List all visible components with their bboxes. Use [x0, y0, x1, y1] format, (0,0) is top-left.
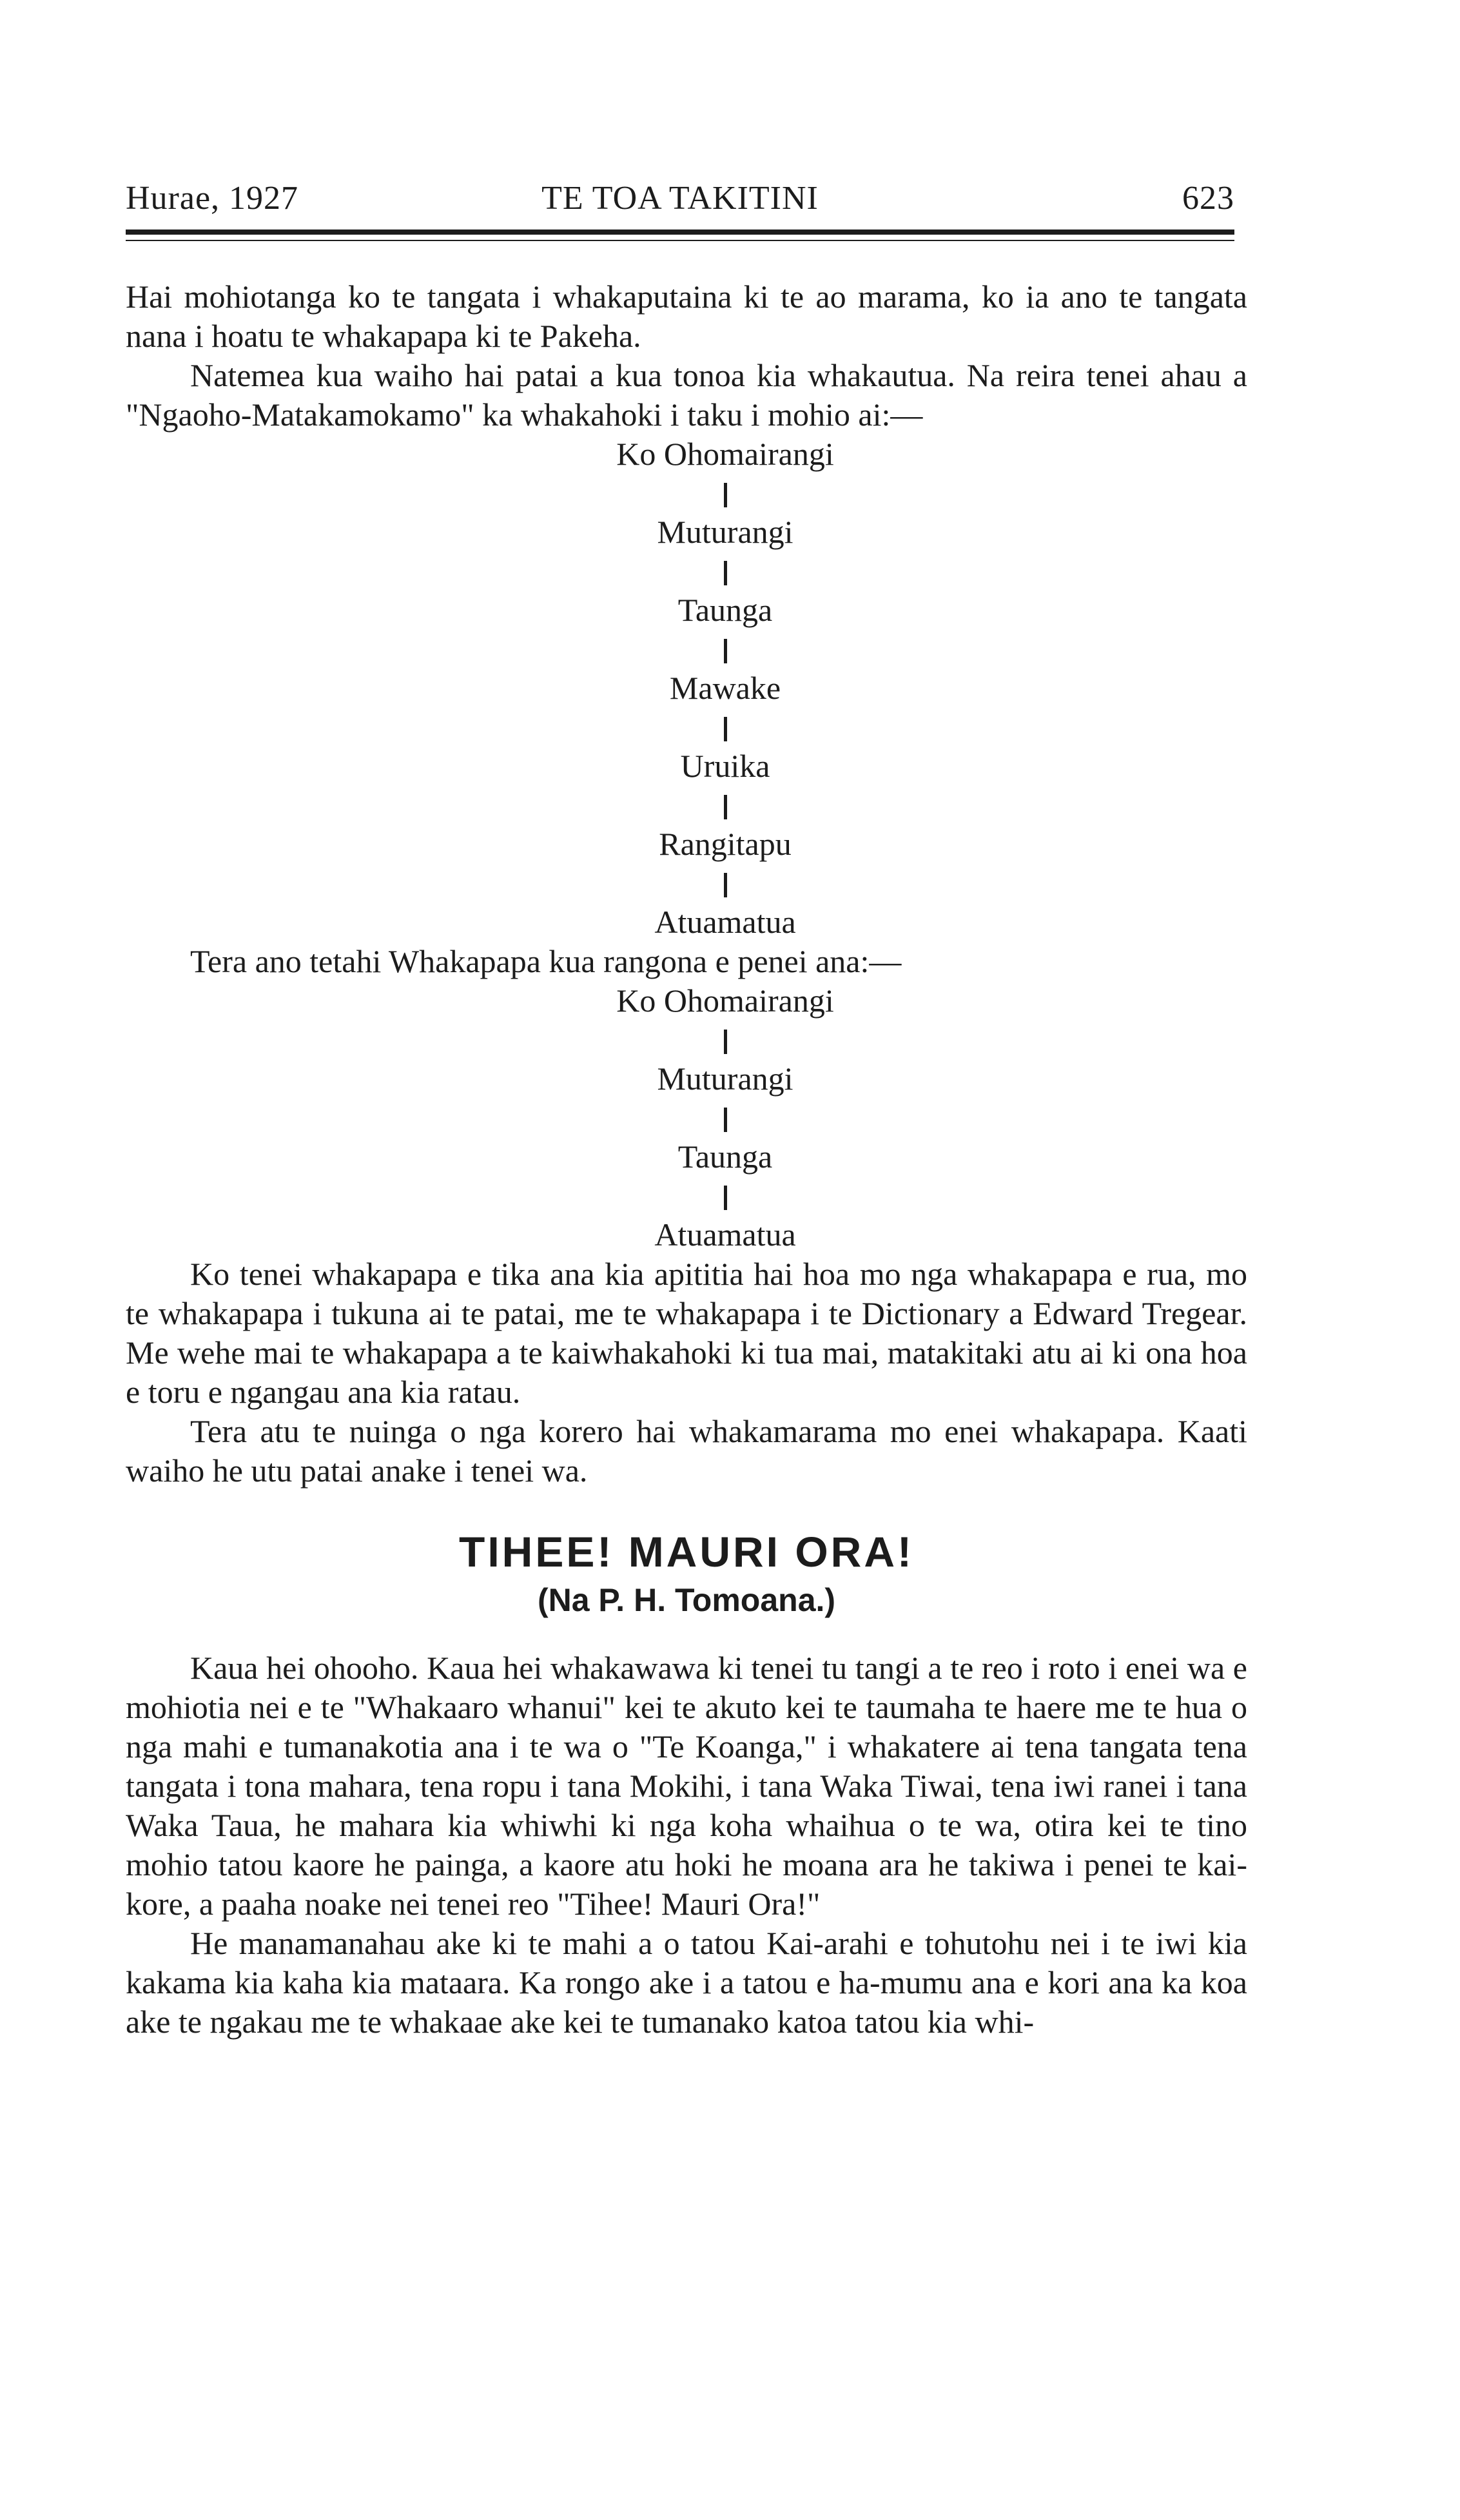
running-header	[126, 179, 1234, 218]
pedigree-1-name: Uruika	[680, 748, 770, 784]
pedigree-1-name: Muturangi	[657, 514, 793, 550]
pedigree-2-connector	[203, 1177, 1247, 1215]
pedigree-2-name: Taunga	[677, 1138, 773, 1175]
paragraph-6: Kaua hei ohooho. Kaua hei whakawawa ki tenei tu tangi a te reo i roto i enei wa e mohiotia nei e te "Whakaaro whanui" kei te akuto kei te taumaha te haere me te hua o nga mahi e tumanakotia ana i te wa o "Te Koanga," i whakatere ai tena tangata tena tangata i tona mahara, tena ropu i tana Mokihi, i tana Waka Tiwai, tena iwi ranei i tana Waka Taua, he mahara kia whiwhi ki nga koha whaihua o te wa, otira kei te tino mohio tatou kaore he painga, a kaore atu hoki he moana ara he takiwa i penei te kai-kore, a paaha noake nei tenei reo "Tihee! Mauri Ora!"	[126, 1650, 1247, 1922]
header-rule-thin	[126, 240, 1234, 241]
pedigree-2-connector	[203, 1021, 1247, 1059]
paragraph-1: Hai mohiotanga ko te tangata i whakaputaina ki te ao marama, ko ia ano te tangata nana i hoatu te whakapapa ki te Pakeha.	[126, 278, 1247, 354]
header-journal-title: TE TOA TAKITINI	[541, 180, 819, 217]
pedigree-2-name: Atuamatua	[654, 1216, 796, 1253]
pedigree-1-connector	[203, 630, 1247, 669]
pedigree-1-connector	[203, 474, 1247, 513]
pedigree-2-connector	[203, 1099, 1247, 1137]
page-body	[126, 277, 1247, 2042]
paragraph-5: Tera atu te nuinga o nga korero hai whakamarama mo enei whakapapa. Kaati waiho he utu patai anake i tenei wa.	[126, 1413, 1247, 1489]
pedigree-1-connector	[203, 786, 1247, 825]
pedigree-1-connector	[203, 864, 1247, 903]
paragraph-2: Natemea kua waiho hai patai a kua tonoa kia whakautua. Na reira tenei ahau a "Ngaoho-Matakamokamo" ka whakahoki i taku i mohio ai:—	[126, 357, 1247, 433]
paragraph-3: Tera ano tetahi Whakapapa kua rangona e penei ana:—	[190, 943, 902, 979]
article-title: TIHEE! MAURI ORA!	[459, 1528, 914, 1576]
pedigree-1-connector	[203, 708, 1247, 747]
article-byline: (Na P. H. Tomoana.)	[537, 1582, 836, 1618]
pedigree-1-name: Mawake	[669, 670, 781, 706]
pedigree-1-connector	[203, 552, 1247, 591]
pedigree-1-name: Atuamatua	[654, 904, 796, 940]
pedigree-1-name: Taunga	[677, 592, 773, 628]
pedigree-1-name: Ko Ohomairangi	[616, 436, 834, 472]
pedigree-1-name: Rangitapu	[659, 826, 792, 862]
header-rule-thick	[126, 230, 1234, 235]
pedigree-2	[126, 981, 1247, 1255]
pedigree-2-name: Muturangi	[657, 1060, 793, 1097]
pedigree-2-name: Ko Ohomairangi	[616, 982, 834, 1019]
paragraph-4: Ko tenei whakapapa e tika ana kia apititia hai hoa mo nga whakapapa e rua, mo te whakapapa i tukuna ai te patai, me te whakapapa i te Dictionary a Edward Tregear. Me wehe mai te whakapapa a te kaiwhakahoki ki tua mai, matakitaki atu ai ki ona hoa e toru e ngangau ana kia ratau.	[126, 1256, 1247, 1410]
pedigree-1	[126, 435, 1247, 942]
header-page-number: 623	[1182, 180, 1234, 217]
header-date: Hurae, 1927	[126, 180, 299, 217]
paragraph-7: He manamanahau ake ki te mahi a o tatou Kai-arahi e tohutohu nei i te iwi kia kakama kia kaha kia mataara. Ka rongo ake i a tatou e ha-mumu ana e kori ana ka koa ake te ngakau me te whakaae ake kei te tumanako katoa tatou kia whi-	[126, 1925, 1247, 2040]
